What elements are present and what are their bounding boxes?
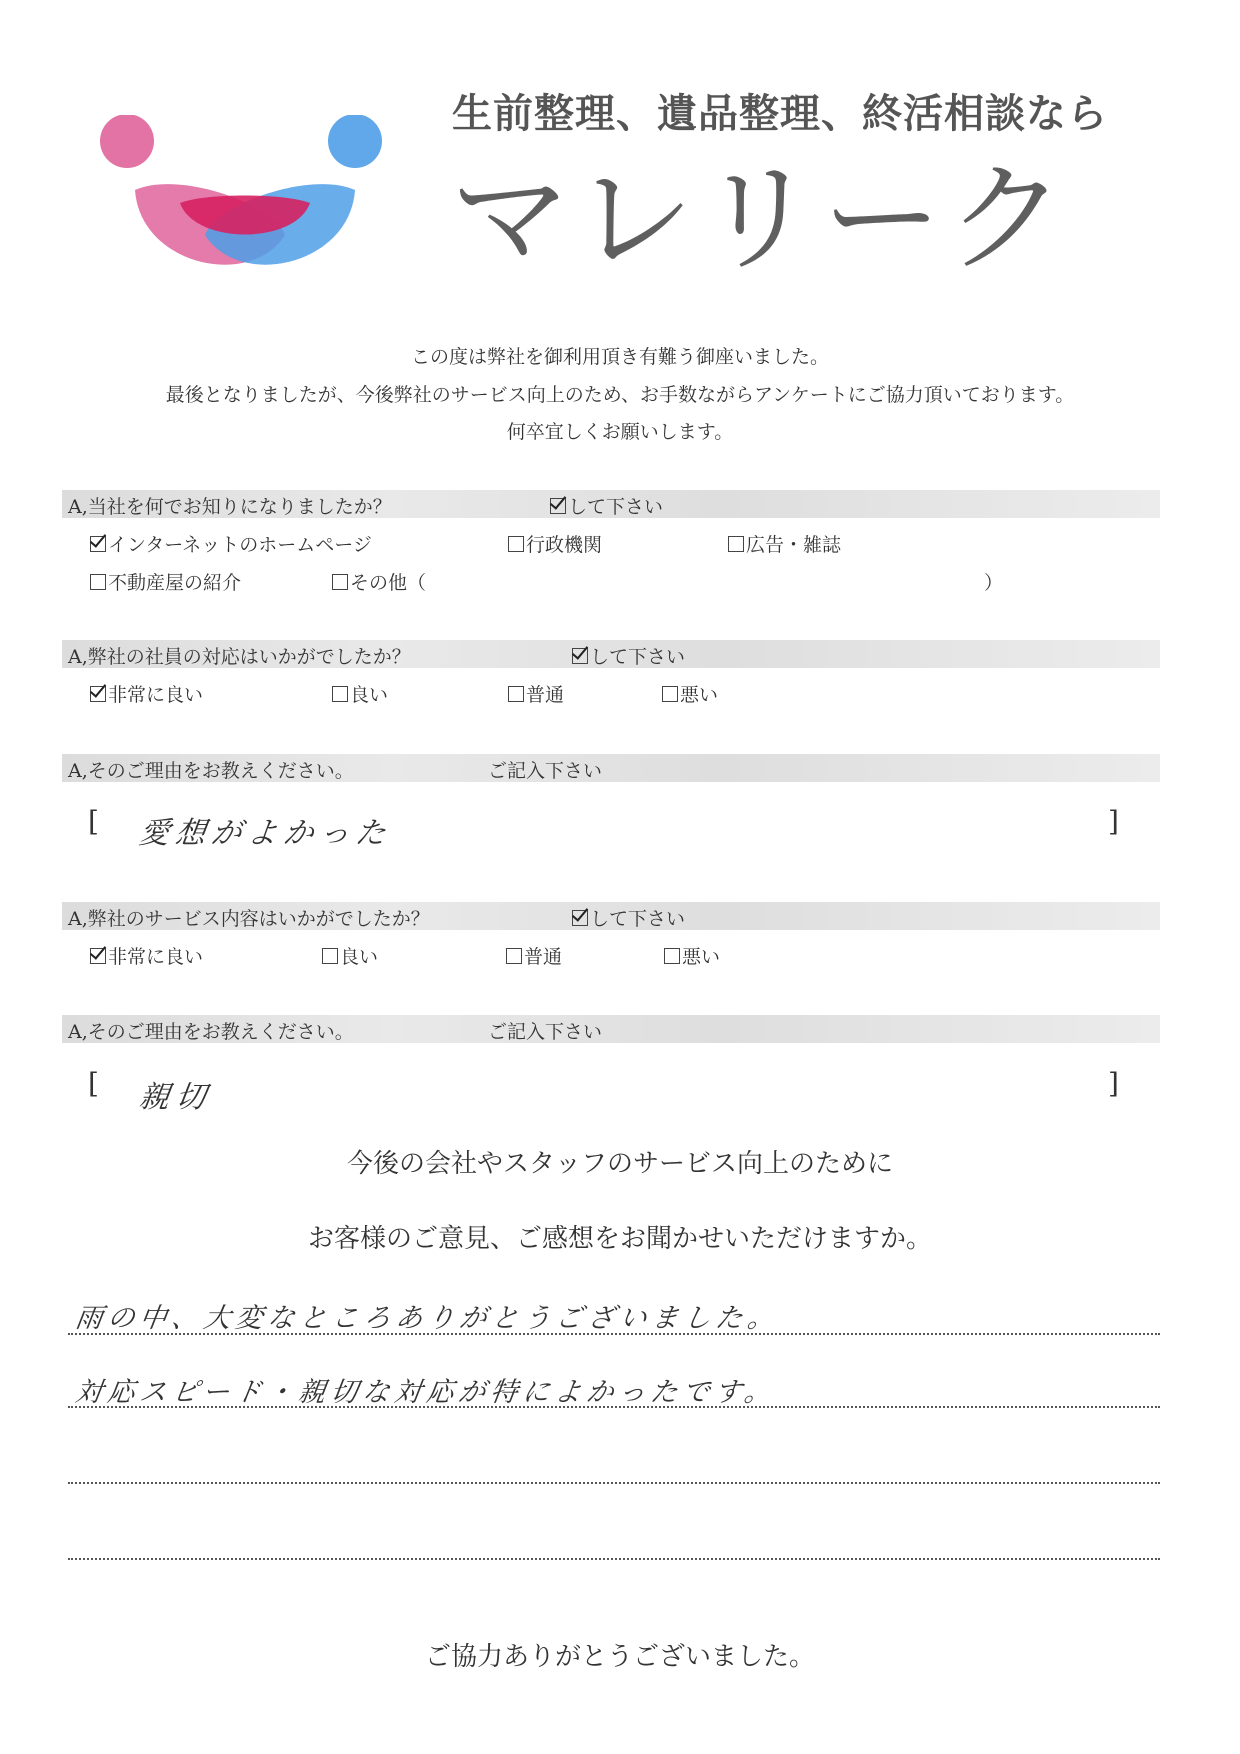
q1-option-government[interactable]: 行政機関 bbox=[508, 530, 602, 557]
checkbox-sample-icon bbox=[572, 910, 588, 926]
q5-question: A,そのご理由をお教えください。 bbox=[68, 1021, 354, 1043]
checkbox-icon[interactable] bbox=[508, 536, 524, 552]
q4-option-average[interactable]: 普通 bbox=[506, 942, 562, 969]
q3-instruction: ご記入下さい bbox=[488, 760, 603, 782]
intro-line-3: 何卒宜しくお願いします。 bbox=[506, 421, 734, 443]
q1-option-other[interactable]: その他（ bbox=[332, 568, 426, 595]
feedback-rule-1 bbox=[68, 1333, 1160, 1335]
q3-question: A,そのご理由をお教えください。 bbox=[68, 760, 354, 782]
checkbox-icon[interactable] bbox=[662, 686, 678, 702]
q2-option-average[interactable]: 普通 bbox=[508, 680, 564, 707]
checkbox-icon[interactable] bbox=[508, 686, 524, 702]
q4-option-very-good[interactable]: 非常に良い bbox=[90, 942, 203, 969]
checkbox-icon[interactable] bbox=[728, 536, 744, 552]
q2-option-bad[interactable]: 悪い bbox=[662, 680, 718, 707]
q2-option-good[interactable]: 良い bbox=[332, 680, 388, 707]
feedback-line-2[interactable]: 対応スピード・親切な対応が特によかったです。 bbox=[73, 1377, 779, 1408]
checkbox-checked-icon[interactable] bbox=[90, 948, 106, 964]
feedback-line-1[interactable]: 雨の中、大変なところありがとうございました。 bbox=[73, 1303, 782, 1334]
checkbox-icon[interactable] bbox=[506, 948, 522, 964]
checkbox-checked-icon[interactable] bbox=[90, 536, 106, 552]
q2-option-very-good[interactable]: 非常に良い bbox=[90, 680, 203, 707]
checkbox-sample-icon bbox=[572, 648, 588, 664]
brand-logo-icon bbox=[100, 115, 410, 290]
checkbox-icon[interactable] bbox=[90, 574, 106, 590]
feedback-rule-4 bbox=[68, 1558, 1160, 1560]
q4-instruction: して下さい bbox=[572, 904, 685, 931]
checkbox-icon[interactable] bbox=[332, 686, 348, 702]
feedback-rule-3 bbox=[68, 1482, 1160, 1484]
q1-option-other-close: ） bbox=[984, 572, 1004, 594]
q3-bracket-close: ] bbox=[1108, 805, 1119, 838]
checkbox-icon[interactable] bbox=[664, 948, 680, 964]
q1-option-realestate[interactable]: 不動産屋の紹介 bbox=[90, 568, 241, 595]
feedback-prompt-1: 今後の会社やスタッフのサービス向上のために bbox=[346, 1149, 893, 1179]
q1-option-internet[interactable]: インターネットのホームページ bbox=[90, 530, 372, 557]
q5-bracket-close: ] bbox=[1108, 1067, 1119, 1100]
feedback-prompt-2: お客様のご意見、ご感想をお聞かせいただけますか。 bbox=[307, 1224, 932, 1254]
checkbox-icon[interactable] bbox=[332, 574, 348, 590]
brand-name: マレリーク bbox=[450, 150, 1070, 289]
footer-thanks: ご協力ありがとうございました。 bbox=[424, 1642, 815, 1672]
q1-question: A,当社を何でお知りになりましたか？ bbox=[68, 496, 392, 518]
q2-question: A,弊社の社員の対応はいかがでしたか？ bbox=[68, 646, 411, 668]
checkbox-checked-icon[interactable] bbox=[90, 686, 106, 702]
checkbox-sample-icon bbox=[550, 498, 566, 514]
header-tagline: 生前整理、遺品整理、終活相談なら bbox=[452, 91, 1108, 137]
q3-bracket-open: [ bbox=[88, 805, 99, 838]
q4-option-good[interactable]: 良い bbox=[322, 942, 378, 969]
q4-option-bad[interactable]: 悪い bbox=[664, 942, 720, 969]
q5-answer[interactable]: 親切 bbox=[137, 1080, 214, 1115]
q5-bracket-open: [ bbox=[88, 1067, 99, 1100]
q1-option-ads[interactable]: 広告・雑誌 bbox=[728, 530, 841, 557]
intro-line-2: 最後となりましたが、今後弊社のサービス向上のため、お手数ながらアンケートにご協力頂いております。 bbox=[165, 384, 1075, 406]
q5-instruction: ご記入下さい bbox=[488, 1021, 603, 1043]
checkbox-icon[interactable] bbox=[322, 948, 338, 964]
q2-instruction: して下さい bbox=[572, 642, 685, 669]
intro-line-1: この度は弊社を御利用頂き有難う御座いました。 bbox=[410, 346, 829, 368]
feedback-rule-2 bbox=[68, 1406, 1160, 1408]
q3-answer[interactable]: 愛想がよかった bbox=[137, 816, 394, 851]
q1-instruction: して下さい bbox=[550, 492, 663, 519]
q4-question: A,弊社のサービス内容はいかがでしたか？ bbox=[68, 908, 430, 930]
